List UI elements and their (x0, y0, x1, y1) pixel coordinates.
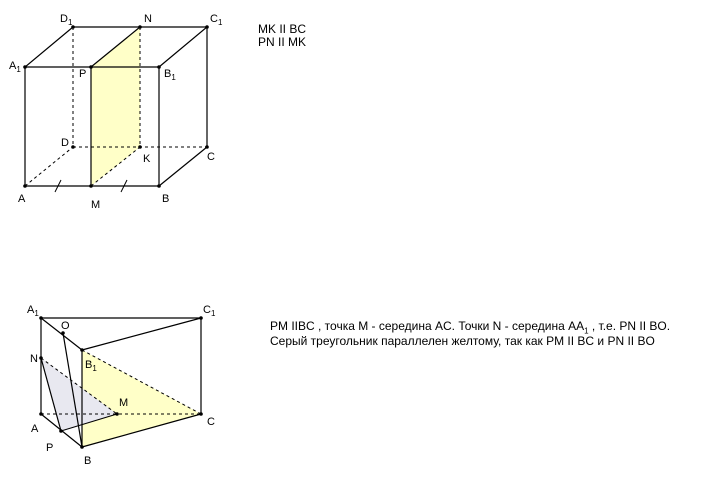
label-d1: $D_1$ (60, 13, 73, 27)
label-b1: $B_1$ (85, 359, 97, 373)
label-c1: $C_1$ (203, 304, 216, 318)
vertex-c (199, 412, 203, 416)
label-p: P (46, 442, 54, 454)
label-m: M (91, 199, 101, 211)
vertex-a (23, 184, 27, 188)
explanation-subscript: 1 (584, 326, 589, 336)
vertex-c1 (205, 25, 209, 29)
explanation-line-2: Серый треугольник параллелен желтому, так как PM II BC и PN II BO (270, 334, 655, 348)
label-p: P (79, 68, 87, 80)
vertex-a1 (39, 316, 43, 320)
vertex-k (138, 145, 142, 149)
vertex-a (39, 412, 43, 416)
cube-figure (9, 13, 223, 211)
hidden-edge-ad (25, 147, 73, 186)
vertex-b (157, 184, 161, 188)
yellow-triangle (82, 350, 201, 447)
vertex-m (115, 412, 119, 416)
label-a1: $A_1$ (9, 60, 21, 74)
vertex-a1 (23, 65, 27, 69)
prism-figure (27, 304, 216, 467)
label-c: C (207, 151, 215, 163)
label-b: B (162, 193, 170, 205)
note-mk-bc: MK II BC (258, 22, 307, 36)
label-b1: $B_1$ (164, 68, 176, 82)
cube-section-plane (91, 27, 140, 186)
vertex-c (205, 145, 209, 149)
label-a1: $A_1$ (27, 304, 39, 318)
label-d: D (61, 137, 69, 149)
vertex-m (89, 184, 93, 188)
vertex-n (39, 356, 43, 360)
explanation-line-1a: PM IIBC , точка M - середина AC. Точки N - середина AA (270, 319, 585, 333)
label-a: A (31, 423, 39, 435)
label-m: M (119, 397, 129, 409)
label-b: B (84, 455, 92, 467)
vertex-b1 (157, 65, 161, 69)
label-c1: $C_1$ (210, 13, 223, 27)
label-k: K (143, 153, 151, 165)
label-a: A (18, 193, 26, 205)
vertex-c1 (199, 316, 203, 320)
vertex-b (80, 445, 84, 449)
edge-b1c1 (82, 318, 201, 350)
label-o: O (61, 320, 70, 332)
vertex-b1 (80, 348, 84, 352)
vertex-p (59, 429, 63, 433)
label-c: C (207, 416, 215, 428)
label-n: N (30, 353, 38, 365)
vertex-n (138, 25, 142, 29)
vertex-d (71, 145, 75, 149)
note-pn-mk: PN II MK (258, 35, 307, 49)
explanation-line-1b: , т.е. PN II BO. (588, 319, 671, 333)
label-n: N (144, 13, 152, 25)
vertex-p (89, 65, 93, 69)
edge-bc (159, 147, 207, 186)
